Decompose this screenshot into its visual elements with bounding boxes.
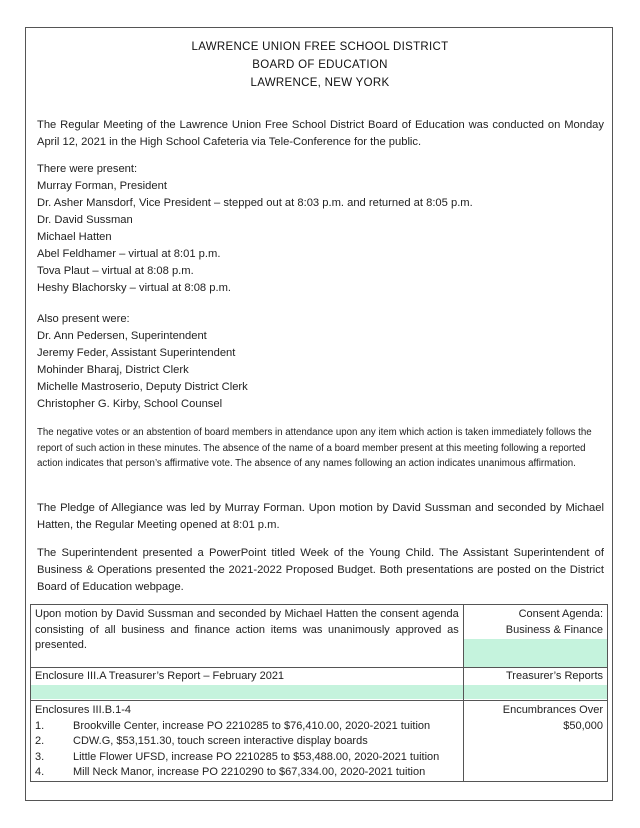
consent-agenda-row (31, 605, 608, 668)
intro-paragraph: The Regular Meeting of the Lawrence Union Free School District Board of Education was conducted on Monday April 12, 2021 in the High School Cafeteria via Tele-Conference for the public. (37, 119, 604, 148)
present-member: Abel Feldhamer – virtual at 8:01 p.m. (37, 248, 221, 260)
present-member: Dr. Asher Mansdorf, Vice President – stepped out at 8:03 p.m. and returned at 8:05 p.m. (37, 197, 473, 209)
also-present-section (37, 311, 604, 413)
present-section (37, 161, 604, 297)
location: LAWRENCE, NEW YORK (250, 77, 390, 89)
also-present-member: Jeremy Feder, Assistant Superintendent (37, 347, 236, 359)
consent-agenda-text: Upon motion by David Sussman and seconded by Michael Hatten the consent agenda consisting of all business and finance action items was unanimously approved as presented. (35, 608, 459, 651)
encumbrances-threshold: $50,000 (563, 719, 603, 732)
treasurer-reports-label: Treasurer’s Reports (506, 670, 603, 682)
treasurer-highlight (31, 685, 463, 699)
present-member: Michael Hatten (37, 231, 112, 243)
pledge-paragraph: The Pledge of Allegiance was led by Murray Forman. Upon motion by David Sussman and seconded by Michael Hatten, the Regular Meeting opened at 8:01 p.m. (37, 502, 604, 531)
present-member: Murray Forman, President (37, 180, 167, 192)
encumbrance-item: 2. CDW.G, $53,151.30, touch screen interactive display boards (35, 735, 368, 747)
agenda-table (30, 604, 608, 782)
also-present-member: Dr. Ann Pedersen, Superintendent (37, 330, 207, 342)
treasurer-report-row (31, 668, 608, 701)
present-member: Tova Plaut – virtual at 8:08 p.m. (37, 265, 194, 277)
voting-note: The negative votes or an abstention of board members in attendance upon any item which action is taken immediately follows the report of such action in these minutes. The absence of the name of a board member present at this meeting following a reported action indicates that person’s affirmative vote. The absence of any names following an action indicates unanimous affirmation. (37, 427, 592, 469)
enclosures-heading: Enclosures III.B.1-4 (35, 704, 131, 716)
treasurer-label-highlight (464, 685, 607, 699)
document-header (0, 38, 640, 92)
also-present-member: Michelle Mastroserio, Deputy District Clerk (37, 381, 248, 393)
present-heading: There were present: (37, 163, 138, 175)
present-member: Dr. David Sussman (37, 214, 133, 226)
treasurer-report-text: Enclosure III.A Treasurer’s Report – February 2021 (35, 670, 285, 682)
also-present-member: Christopher G. Kirby, School Counsel (37, 398, 223, 410)
encumbrance-item: 4. Mill Neck Manor, increase PO 2210290 to $67,334.00, 2020-2021 tuition (35, 766, 426, 778)
encumbrances-row (31, 701, 608, 782)
consent-highlight (464, 639, 607, 667)
presentations-paragraph: The Superintendent presented a PowerPoint titled Week of the Young Child. The Assistant Superintendent of Business & Operations presented the 2021-2022 Proposed Budget. Both presentations are posted on the District Board of Education webpage. (37, 547, 604, 593)
also-present-member: Mohinder Bharaj, District Clerk (37, 364, 189, 376)
encumbrance-item: 3. Little Flower UFSD, increase PO 2210285 to $53,488.00, 2020-2021 tuition (35, 750, 440, 763)
encumbrances-label: Encumbrances Over (502, 704, 603, 716)
also-present-heading: Also present were: (37, 313, 130, 325)
business-finance-label: Business & Finance (505, 623, 603, 636)
present-member: Heshy Blachorsky – virtual at 8:08 p.m. (37, 282, 232, 294)
board-name: BOARD OF EDUCATION (252, 59, 388, 71)
consent-agenda-label: Consent Agenda: (518, 608, 603, 620)
district-name: LAWRENCE UNION FREE SCHOOL DISTRICT (191, 41, 449, 53)
encumbrance-item: 1. Brookville Center, increase PO 2210285 to $76,410.00, 2020-2021 tuition (35, 719, 431, 732)
